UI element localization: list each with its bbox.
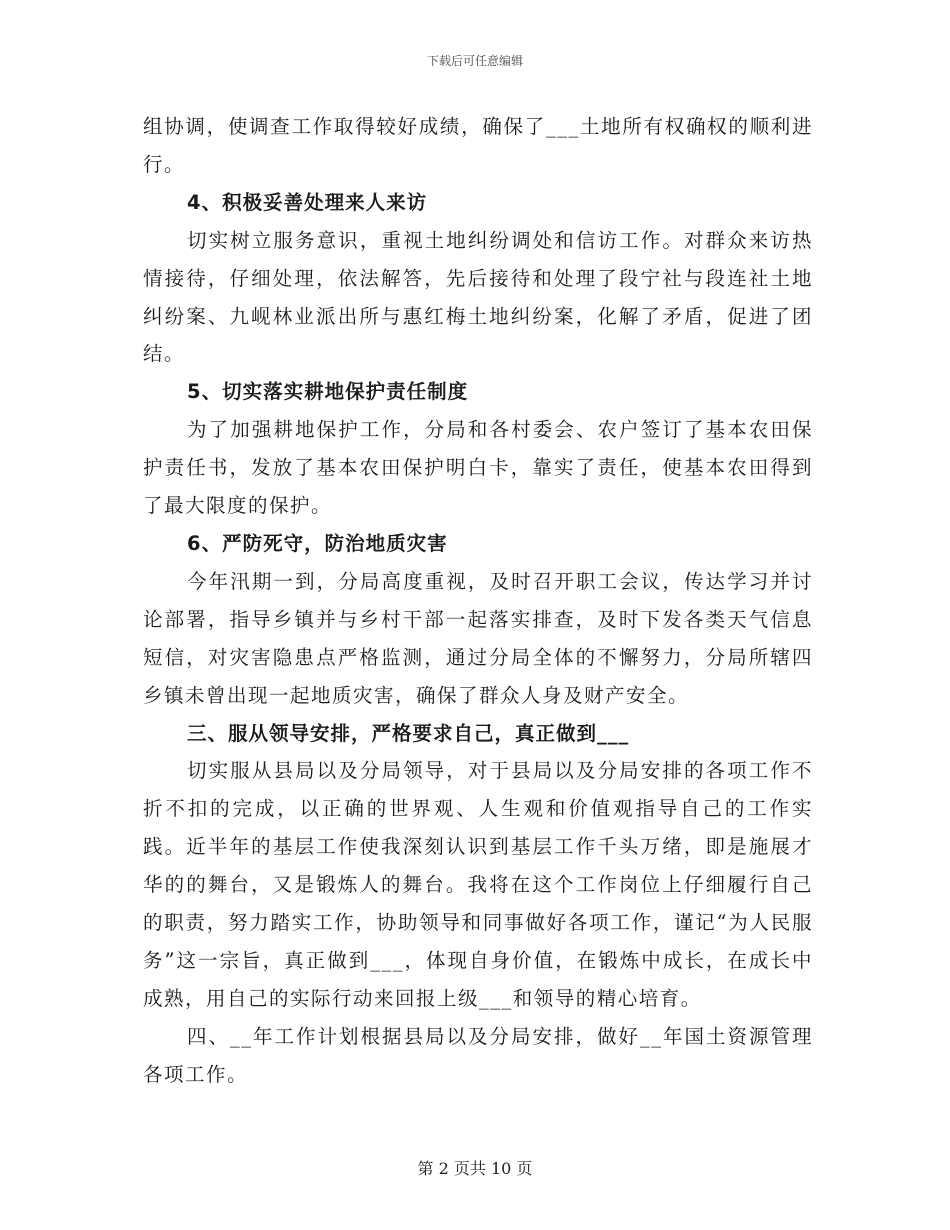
paragraph: 切实树立服务意识，重视土地纠纷调处和信访工作。对群众来访热情接待，仔细处理，依法解答，先后接待和处理了段宁社与段连社土地纠纷案、九岘林业派出所与惠红梅土地纠纷案，化解了矛盾，促进了团结。 [143, 228, 813, 366]
page-number: 第 2 页共 10 页 [417, 1159, 533, 1178]
paragraph: 今年汛期一到，分局高度重视，及时召开职工会议，传达学习并讨论部署，指导乡镇并与乡村干部一起落实排查，及时下发各类天气信息短信，对灾害隐患点严格监测，通过分局全体的不懈努力，分局所辖四乡镇未曾出现一起地质灾害，确保了群众人身及财产安全。 [143, 569, 813, 707]
section-heading: 三、服从领导安排，严格要求自己，真正做到___ [187, 721, 630, 745]
paragraph: 组协调，使调查工作取得较好成绩，确保了___土地所有权确权的顺利进行。 [143, 115, 813, 176]
paragraph: 为了加强耕地保护工作，分局和各村委会、农户签订了基本农田保护责任书，发放了基本农田保护明白卡，靠实了责任，使基本农田得到了最大限度的保护。 [143, 418, 813, 518]
paragraph: 切实服从县局以及分局领导，对于县局以及分局安排的各项工作不折不扣的完成，以正确的世界观、人生观和价值观指导自己的工作实践。近半年的基层工作使我深刻认识到基层工作千头万绪，即是施展才华的的舞台，又是锻炼人的舞台。我将在这个工作岗位上仔细履行自己的职责，努力踏实工作，协助领导和同事做好各项工作，谨记“为人民服务”这一宗旨，真正做到___，体现自身价值，在锻炼中成长，在成长中成熟，用自己的实际行动来回报上级___和领导的精心培育。 [143, 759, 813, 1010]
document-body [143, 108, 813, 1094]
paragraph: 四、__年工作计划根据县局以及分局安排，做好__年国土资源管理各项工作。 [143, 1024, 813, 1086]
section-heading: 6、严防死守，防治地质灾害 [187, 531, 448, 555]
section-heading: 5、切实落实耕地保护责任制度 [187, 380, 469, 404]
section-heading: 4、积极妥善处理来人来访 [187, 190, 428, 214]
page-header-note: 下载后可任意编辑 [426, 54, 523, 68]
